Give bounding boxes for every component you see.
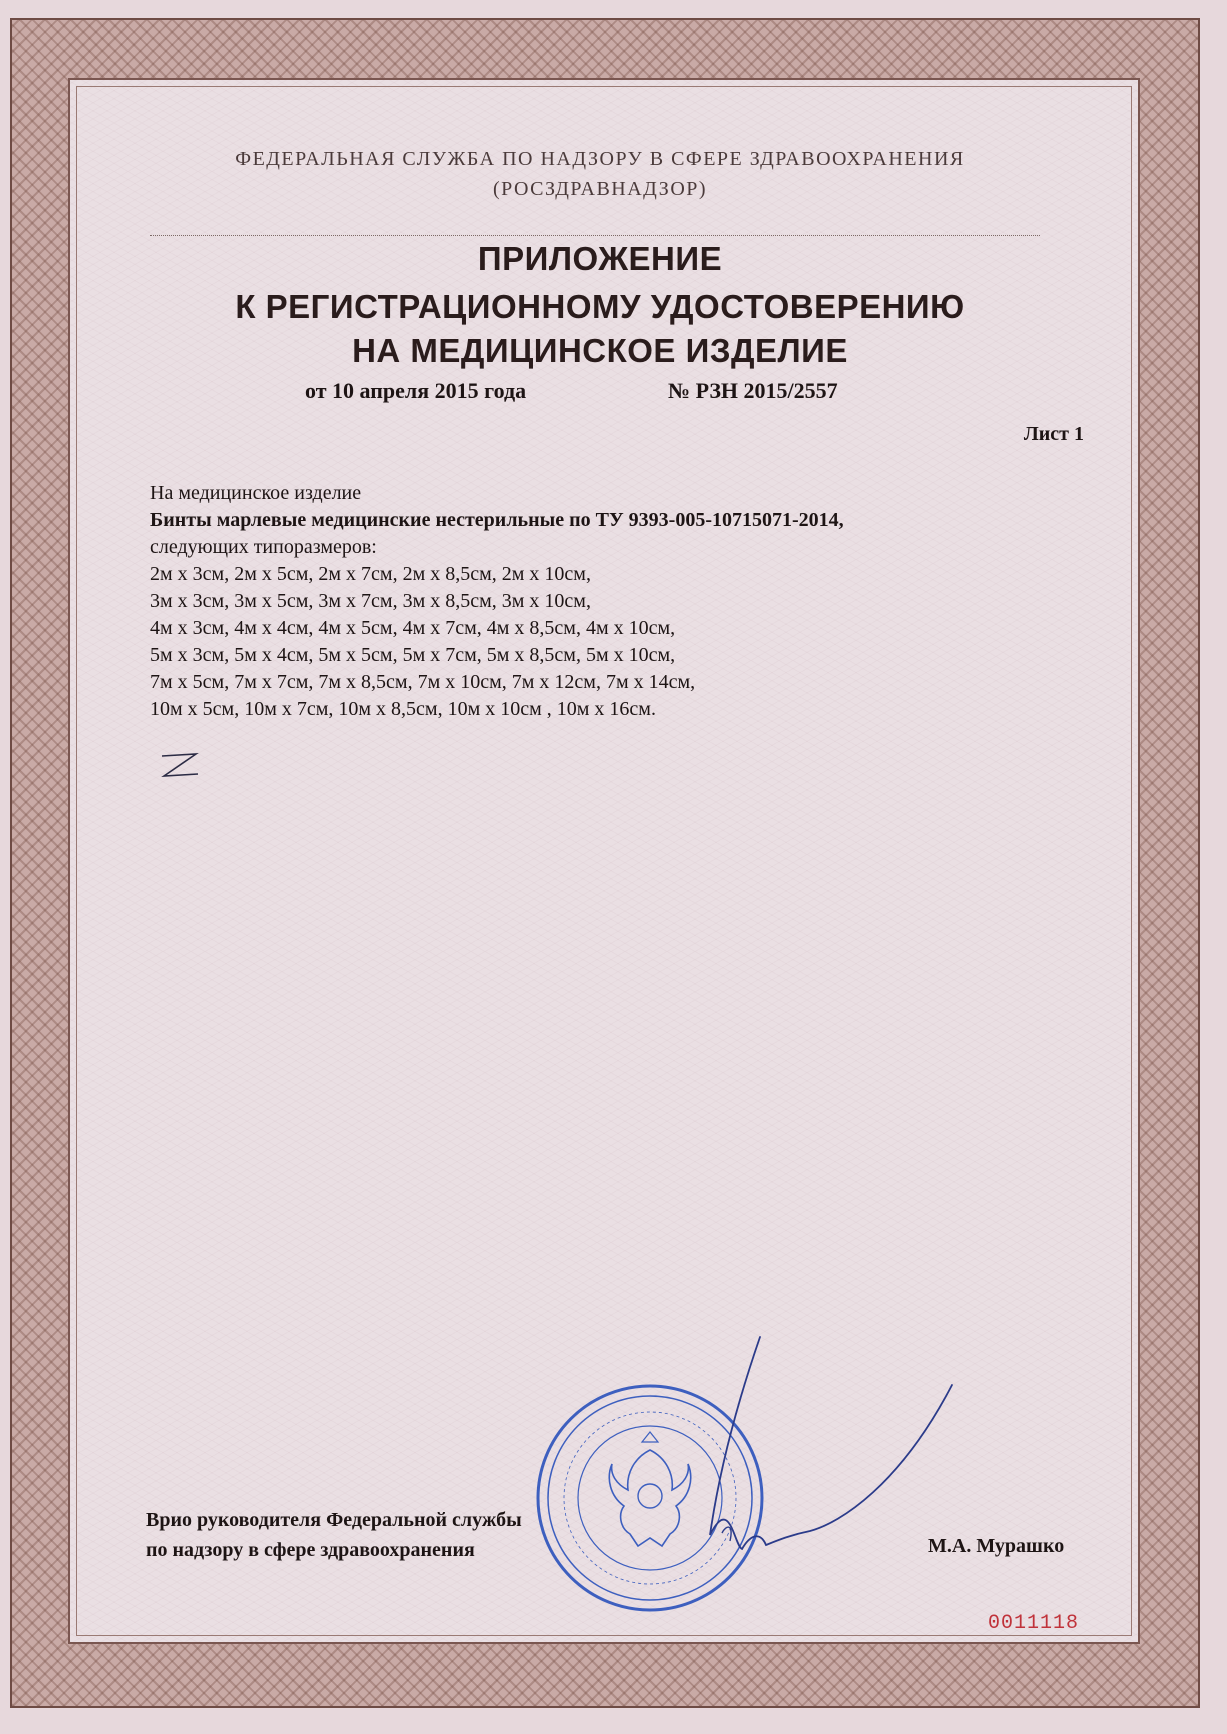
body-intro: На медицинское изделие <box>150 482 362 504</box>
signer-position-line-1: Врио руководителя Федеральной службы <box>146 1509 522 1531</box>
size-row: 2м х 3см, 2м х 5см, 2м х 7см, 2м х 8,5см, 2м х 10см, <box>150 563 591 585</box>
size-row: 3м х 3см, 3м х 5см, 3м х 7см, 3м х 8,5см, 3м х 10см, <box>150 590 591 612</box>
document-title-line-1: ПРИЛОЖЕНИЕ <box>477 240 723 277</box>
header-divider <box>150 235 1040 236</box>
handwritten-signature <box>700 1335 960 1595</box>
document-title-line-3: НА МЕДИЦИНСКОЕ ИЗДЕЛИЕ <box>352 332 848 369</box>
size-row: 4м х 3см, 4м х 4см, 4м х 5см, 4м х 7см, 4м х 8,5см, 4м х 10см, <box>150 617 676 639</box>
product-name: Бинты марлевые медицинские нестерильные по ТУ 9393-005-10715071-2014, <box>150 509 844 531</box>
sizes-intro: следующих типоразмеров: <box>150 536 377 558</box>
signer-name: М.А. Мурашко <box>928 1535 1065 1557</box>
sizes-list <box>150 561 1070 723</box>
body-section <box>150 480 1070 723</box>
size-row: 10м х 5см, 10м х 7см, 10м х 8,5см, 10м х 10см , 10м х 16см. <box>150 698 656 720</box>
registration-number: № РЗН 2015/2557 <box>668 378 838 403</box>
serial-number: 0011118 <box>988 1612 1080 1635</box>
signer-position-line-2: по надзору в сфере здравоохранения <box>146 1539 475 1561</box>
document-title-line-2: К РЕГИСТРАЦИОННОМУ УДОСТОВЕРЕНИЮ <box>235 288 965 325</box>
size-row: 7м х 5см, 7м х 7см, 7м х 8,5см, 7м х 10см, 7м х 12см, 7м х 14см, <box>150 671 696 693</box>
sheet-number: Лист 1 <box>1023 423 1084 445</box>
signer-position <box>146 1505 522 1565</box>
agency-abbreviation: (РОСЗДРАВНАДЗОР) <box>492 178 708 200</box>
z-closing-mark <box>158 752 202 782</box>
size-row: 5м х 3см, 5м х 4см, 5м х 5см, 5м х 7см, 5м х 8,5см, 5м х 10см, <box>150 644 676 666</box>
registration-date: от 10 апреля 2015 года <box>305 378 527 403</box>
agency-name: ФЕДЕРАЛЬНАЯ СЛУЖБА ПО НАДЗОРУ В СФЕРЕ ЗДРАВООХРАНЕНИЯ <box>235 148 965 170</box>
